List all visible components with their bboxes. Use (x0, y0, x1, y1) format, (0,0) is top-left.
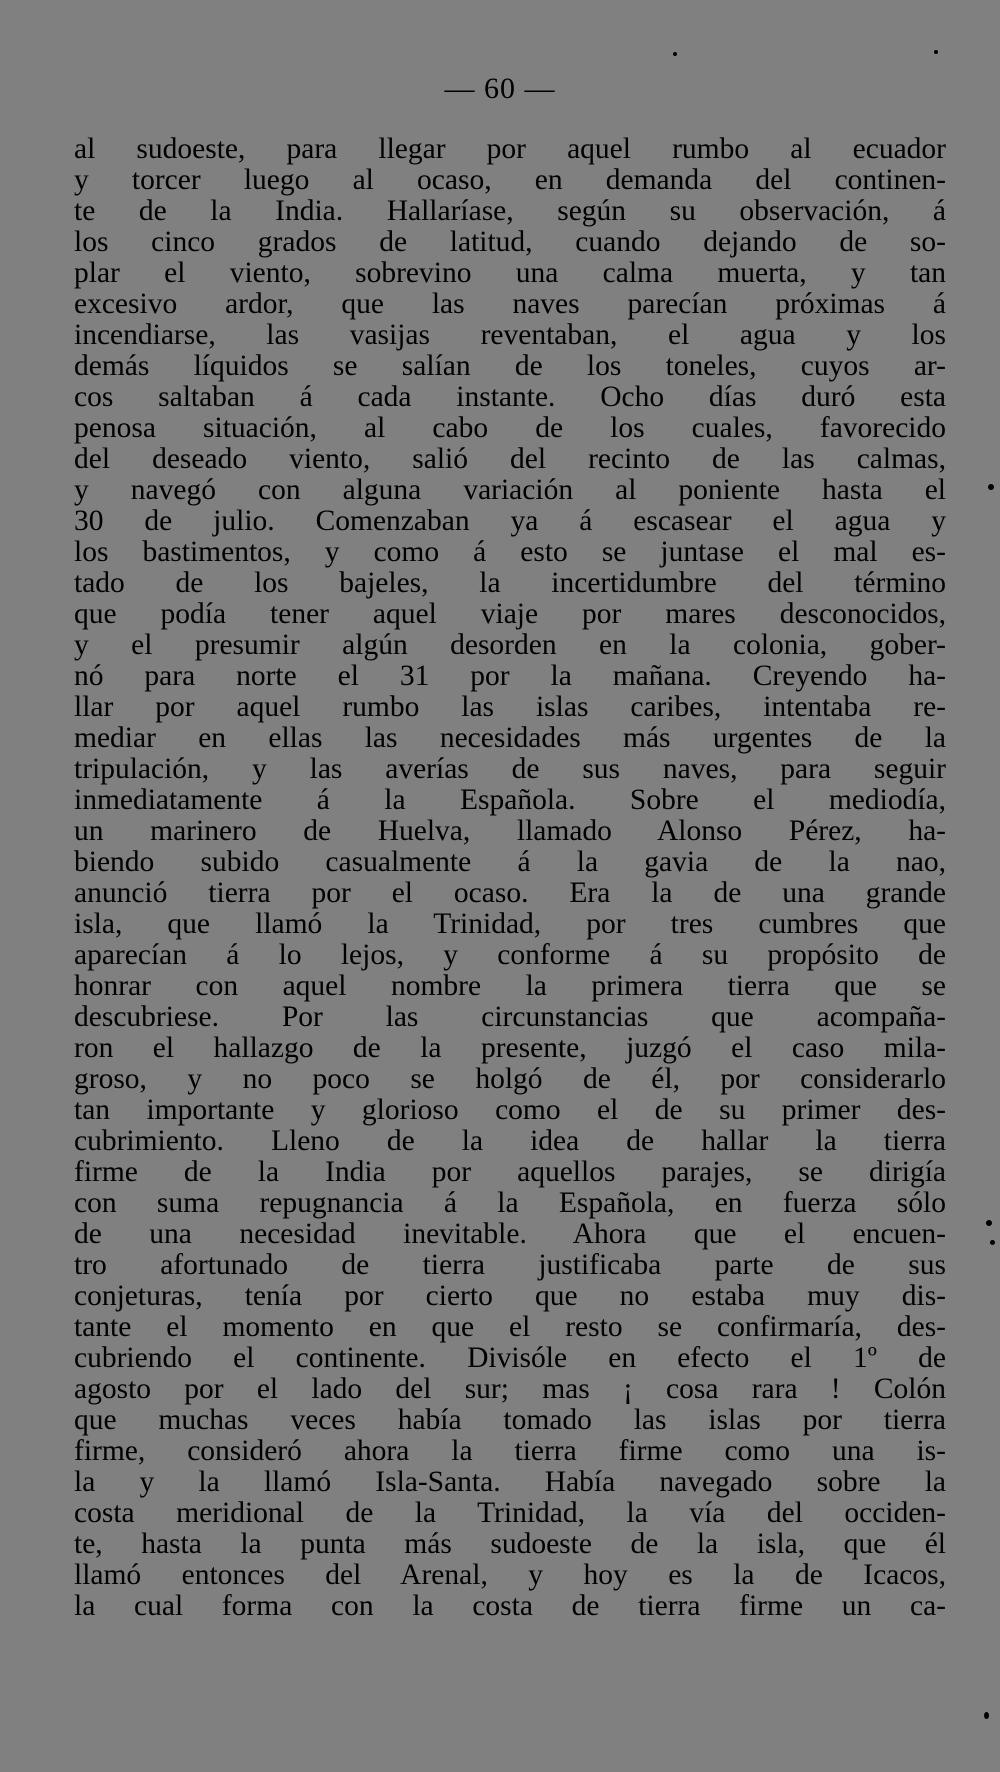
text-line: conjeturas, tenía por cierto que no estaba muy dis- (74, 1280, 946, 1312)
text-line: firme de la India por aquellos parajes, se dirigía (74, 1156, 946, 1188)
text-line: nó para norte el 31 por la mañana. Creyendo ha- (74, 660, 946, 692)
text-line: cos saltaban á cada instante. Ocho días duró esta (74, 381, 946, 413)
text-line: aparecían á lo lejos, y conforme á su propósito de (74, 939, 946, 971)
text-line: al sudoeste, para llegar por aquel rumbo al ecuador (74, 133, 946, 165)
text-line: del deseado viento, salió del recinto de las calmas, (74, 443, 946, 475)
text-line: de una necesidad inevitable. Ahora que el encuen- (74, 1218, 946, 1250)
text-line: cubriendo el continente. Divisóle en efecto el 1º de (74, 1342, 946, 1374)
text-line: la y la llamó Isla-Santa. Había navegado sobre la (74, 1466, 946, 1498)
text-line: descubriese. Por las circunstancias que acompaña- (74, 1001, 946, 1033)
text-line: los cinco grados de latitud, cuando dejando de so- (74, 226, 946, 258)
text-line: un marinero de Huelva, llamado Alonso Pérez, ha- (74, 815, 946, 847)
text-line: demás líquidos se salían de los toneles, cuyos ar- (74, 350, 946, 382)
text-line: honrar con aquel nombre la primera tierra que se (74, 970, 946, 1002)
text-line: y navegó con alguna variación al poniente hasta el (74, 474, 946, 506)
text-line: tro afortunado de tierra justificaba parte de sus (74, 1249, 946, 1281)
scan-speck (986, 1220, 992, 1226)
scan-speck (673, 52, 677, 56)
text-line: agosto por el lado del sur; mas ¡ cosa rara ! Colón (74, 1373, 946, 1405)
text-line: costa meridional de la Trinidad, la vía del occiden- (74, 1497, 946, 1529)
text-line: llar por aquel rumbo las islas caribes, intentaba re- (74, 691, 946, 723)
text-line: y el presumir algún desorden en la colonia, gober- (74, 629, 946, 661)
text-line: tado de los bajeles, la incertidumbre del término (74, 567, 946, 599)
text-line: isla, que llamó la Trinidad, por tres cumbres que (74, 908, 946, 940)
text-line: biendo subido casualmente á la gavia de la nao, (74, 846, 946, 878)
text-line: anunció tierra por el ocaso. Era la de una grande (74, 877, 946, 909)
text-line: te de la India. Hallaríase, según su observación, á (74, 195, 946, 227)
text-line: plar el viento, sobrevino una calma muerta, y tan (74, 257, 946, 289)
text-line: tante el momento en que el resto se confirmaría, des- (74, 1311, 946, 1343)
scan-speck (984, 1712, 989, 1719)
scan-speck (988, 484, 994, 490)
text-line: cubrimiento. Lleno de la idea de hallar la tierra (74, 1125, 946, 1157)
text-line: ron el hallazgo de la presente, juzgó el caso mila- (74, 1032, 946, 1064)
text-line: inmediatamente á la Española. Sobre el mediodía, (74, 784, 946, 816)
text-line: tan importante y glorioso como el de su primer des- (74, 1094, 946, 1126)
text-line: y torcer luego al ocaso, en demanda del continen- (74, 164, 946, 196)
text-line: los bastimentos, y como á esto se juntase el mal es- (74, 536, 946, 568)
scan-speck (934, 50, 938, 54)
text-line: la cual forma con la costa de tierra firme un ca- (74, 1590, 946, 1622)
text-line: firme, consideró ahora la tierra firme como una is- (74, 1435, 946, 1467)
text-line: 30 de julio. Comenzaban ya á escasear el agua y (74, 505, 946, 537)
text-line: que podía tener aquel viaje por mares desconocidos, (74, 598, 946, 630)
text-line: excesivo ardor, que las naves parecían próximas á (74, 288, 946, 320)
text-line: que muchas veces había tomado las islas por tierra (74, 1404, 946, 1436)
text-line: incendiarse, las vasijas reventaban, el agua y los (74, 319, 946, 351)
text-line: tripulación, y las averías de sus naves, para seguir (74, 753, 946, 785)
text-line: llamó entonces del Arenal, y hoy es la de Icacos, (74, 1559, 946, 1591)
scan-speck (990, 1240, 995, 1245)
body-text (74, 134, 946, 1622)
text-line: groso, y no poco se holgó de él, por considerarlo (74, 1063, 946, 1095)
text-line: te, hasta la punta más sudoeste de la isla, que él (74, 1528, 946, 1560)
page-number: — 60 — (444, 72, 556, 105)
text-line: con suma repugnancia á la Española, en fuerza sólo (74, 1187, 946, 1219)
text-line: mediar en ellas las necesidades más urgentes de la (74, 722, 946, 754)
text-line: penosa situación, al cabo de los cuales, favorecido (74, 412, 946, 444)
